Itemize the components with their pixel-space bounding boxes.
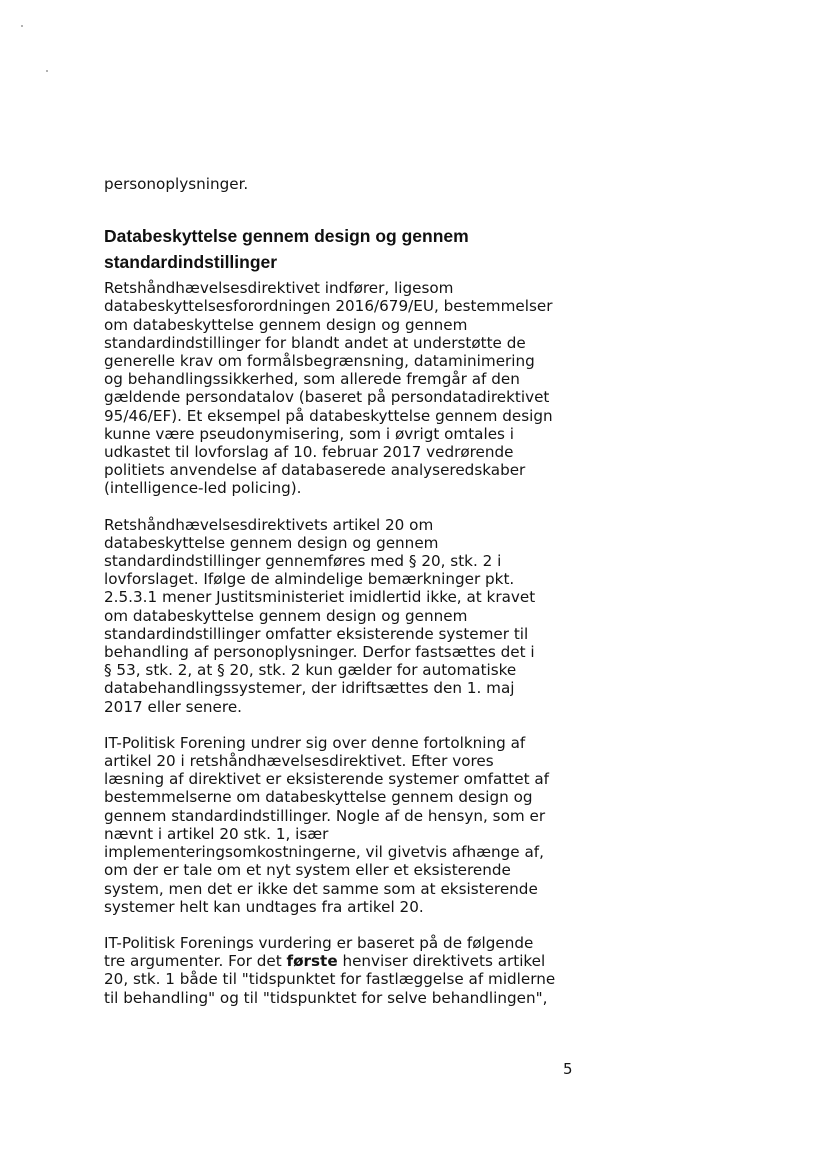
text-line: IT-Politisk Forening undrer sig over denne fortolkning af	[104, 733, 526, 752]
text-line: om databeskyttelse gennem design og gennem	[104, 606, 468, 625]
text-line: til behandling" og til "tidspunktet for selve behandlingen",	[104, 988, 548, 1007]
text-line: (intelligence-led policing).	[104, 479, 302, 498]
text-line	[104, 952, 584, 970]
text-line: databeskyttelsesforordningen 2016/679/EU, bestemmelser	[104, 297, 553, 316]
text-line: system, men det er ikke det samme som at eksisterende	[104, 879, 538, 898]
text-line: gældende persondatalov (baseret på persondatadirektivet	[104, 388, 550, 407]
text-line: implementeringsomkostningerne, vil givetvis afhænge af,	[104, 843, 544, 862]
text-line: Retshåndhævelsesdirektivet indfører, ligesom	[104, 279, 454, 298]
text-line: lovforslaget. Ifølge de almindelige bemærkninger pkt.	[104, 570, 515, 589]
paragraph-1	[104, 279, 584, 497]
text-run: tre argumenter. For det	[104, 952, 287, 971]
text-line: generelle krav om formålsbegrænsning, dataminimering	[104, 352, 535, 371]
section-heading	[104, 223, 584, 275]
heading-line: Databeskyttelse gennem design og gennem	[104, 226, 469, 247]
text-line: læsning af direktivet er eksisterende systemer omfattet af	[104, 770, 550, 789]
text-line: om der er tale om et nyt system eller et eksisterende	[104, 861, 511, 880]
text-line: standardindstillinger for blandt andet at understøtte de	[104, 333, 526, 352]
text-line: bestemmelserne om databeskyttelse gennem design og	[104, 788, 533, 807]
text-line: kunne være pseudonymisering, som i øvrigt omtales i	[104, 424, 514, 443]
text-line: politiets anvendelse af databaserede analyseredskaber	[104, 461, 526, 480]
text-line: standardindstillinger gennemføres med § 20, stk. 2 i	[104, 552, 502, 571]
text-line: behandling af personoplysninger. Derfor fastsættes det i	[104, 643, 535, 662]
scan-speck	[46, 70, 48, 72]
text-line: Retshåndhævelsesdirektivets artikel 20 om	[104, 515, 434, 534]
text-line: nævnt i artikel 20 stk. 1, især	[104, 824, 329, 843]
text-line: og behandlingssikkerhed, som allerede fremgår af den	[104, 370, 520, 389]
page-number: 5	[563, 1060, 573, 1078]
text-line: udkastet til lovforslag af 10. februar 2017 vedrørende	[104, 443, 514, 462]
paragraph-4	[104, 934, 584, 1007]
bold-emphasis: første	[286, 952, 338, 971]
heading-line: standardindstillinger	[104, 252, 278, 273]
text-line: 2017 eller senere.	[104, 697, 242, 716]
text-line: 95/46/EF). Et eksempel på databeskyttelse gennem design	[104, 406, 553, 425]
text-line: gennem standardindstillinger. Nogle af de hensyn, som er	[104, 806, 546, 825]
lead-fragment: personoplysninger.	[104, 175, 249, 193]
text-line: systemer helt kan undtages fra artikel 20.	[104, 897, 424, 916]
text-line: 2.5.3.1 mener Justitsministeriet imidlertid ikke, at kravet	[104, 588, 536, 607]
page-content	[104, 175, 584, 1007]
text-line: om databeskyttelse gennem design og gennem	[104, 315, 468, 334]
text-line: IT-Politisk Forenings vurdering er baseret på de følgende	[104, 933, 534, 952]
text-run: henviser direktivets artikel	[337, 952, 546, 971]
text-line: databeskyttelse gennem design og gennem	[104, 533, 439, 552]
text-line: § 53, stk. 2, at § 20, stk. 2 kun gælder for automatiske	[104, 661, 517, 680]
text-line: databehandlingssystemer, der idriftsættes den 1. maj	[104, 679, 515, 698]
text-line: artikel 20 i retshåndhævelsesdirektivet. Efter vores	[104, 752, 494, 771]
scan-speck	[21, 25, 23, 27]
paragraph-3	[104, 734, 584, 916]
text-line: 20, stk. 1 både til "tidspunktet for fastlæggelse af midlerne	[104, 970, 556, 989]
paragraph-2	[104, 516, 584, 716]
text-line: standardindstillinger omfatter eksisterende systemer til	[104, 624, 529, 643]
